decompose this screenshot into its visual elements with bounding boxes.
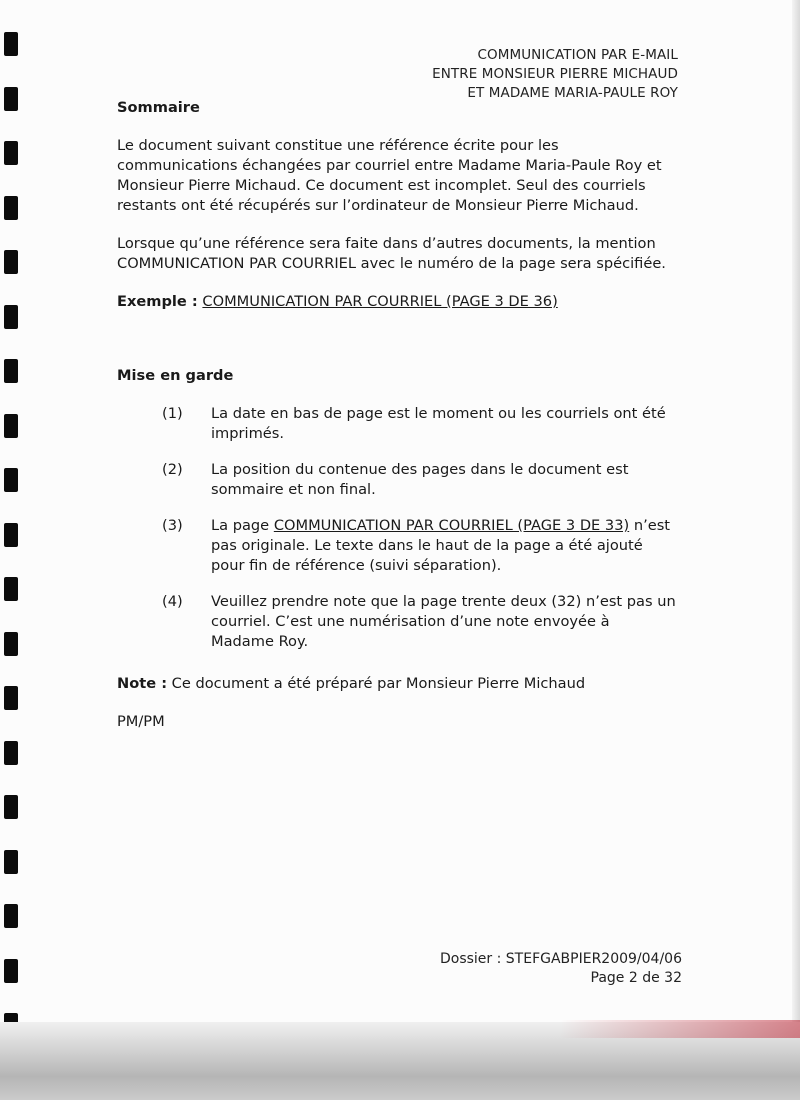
footer-page-number: Page 2 de 32	[590, 970, 682, 986]
initials: PM/PM	[117, 713, 165, 730]
header-line-1: COMMUNICATION PAR E-MAIL	[477, 47, 678, 63]
spiral-binding	[0, 0, 28, 1040]
binding-hole	[4, 741, 18, 765]
binding-hole	[4, 795, 18, 819]
header-line-3: ET MADAME MARIA-PAULE ROY	[467, 85, 678, 101]
page-right-edge	[792, 0, 800, 1100]
document-header	[432, 46, 678, 103]
list-item-number: (4)	[162, 593, 183, 610]
sommaire-heading: Sommaire	[117, 99, 200, 116]
list-item-number: (3)	[162, 517, 183, 534]
binding-hole	[4, 577, 18, 601]
sommaire-paragraph-1: Le document suivant constitue une référence écrite pour les communications échangées par courriel entre Madame Maria-Paule Roy et Monsieur Pierre Michaud. Ce document est incomplet. Seul des courriels restants ont été récupérés sur l’ordinateur de Monsieur Pierre Michaud.	[117, 137, 662, 214]
binding-hole	[4, 686, 18, 710]
list-item-text: La date en bas de page est le moment ou les courriels ont été imprimés.	[211, 405, 666, 442]
note-label: Note :	[117, 675, 168, 692]
list-item-number: (2)	[162, 461, 183, 478]
list-item	[117, 516, 677, 576]
binding-hole	[4, 468, 18, 492]
binding-hole	[4, 141, 18, 165]
binding-hole	[4, 32, 18, 56]
document-body	[117, 98, 677, 732]
list-item-text: Veuillez prendre note que la page trente deux (32) n’est pas un courriel. C’est une numérisation d’une note envoyée à Madame Roy.	[211, 593, 676, 650]
binding-hole	[4, 250, 18, 274]
list-item-text-before: La page	[211, 517, 274, 534]
binding-hole	[4, 632, 18, 656]
list-item-text-after: n’est pas originale. Le texte dans le haut de la page a été ajouté pour fin de référence (suivi séparation).	[211, 517, 671, 574]
example-value: COMMUNICATION PAR COURRIEL (PAGE 3 DE 36)	[202, 293, 558, 310]
list-item-text: La position du contenue des pages dans le document est sommaire et non final.	[211, 461, 629, 498]
example-label: Exemple :	[117, 293, 198, 310]
list-item	[117, 460, 677, 500]
footer-dossier: Dossier : STEFGABPIER2009/04/06	[439, 951, 682, 967]
list-item	[117, 404, 677, 444]
mise-en-garde-list	[117, 404, 677, 652]
binding-hole	[4, 850, 18, 874]
list-item-reference: COMMUNICATION PAR COURRIEL (PAGE 3 DE 33)	[273, 517, 630, 534]
binding-hole	[4, 414, 18, 438]
binding-hole	[4, 196, 18, 220]
binding-hole	[4, 904, 18, 928]
mise-en-garde-heading: Mise en garde	[117, 367, 234, 384]
binding-hole	[4, 87, 18, 111]
header-line-2: ENTRE MONSIEUR PIERRE MICHAUD	[432, 66, 678, 82]
binding-hole	[4, 305, 18, 329]
sommaire-paragraph-2: Lorsque qu’une référence sera faite dans d’autres documents, la mention COMMUNICATION PAR COURRIEL avec le numéro de la page sera spécifiée.	[117, 235, 666, 272]
binding-hole	[4, 959, 18, 983]
binding-hole	[4, 359, 18, 383]
document-footer	[440, 950, 682, 988]
binding-hole	[4, 523, 18, 547]
note-text: Ce document a été préparé par Monsieur Pierre Michaud	[167, 675, 586, 692]
example-line	[117, 292, 677, 312]
list-item-number: (1)	[162, 405, 183, 422]
note-line	[117, 674, 677, 694]
list-item	[117, 592, 677, 652]
scan-red-edge	[560, 1020, 800, 1038]
